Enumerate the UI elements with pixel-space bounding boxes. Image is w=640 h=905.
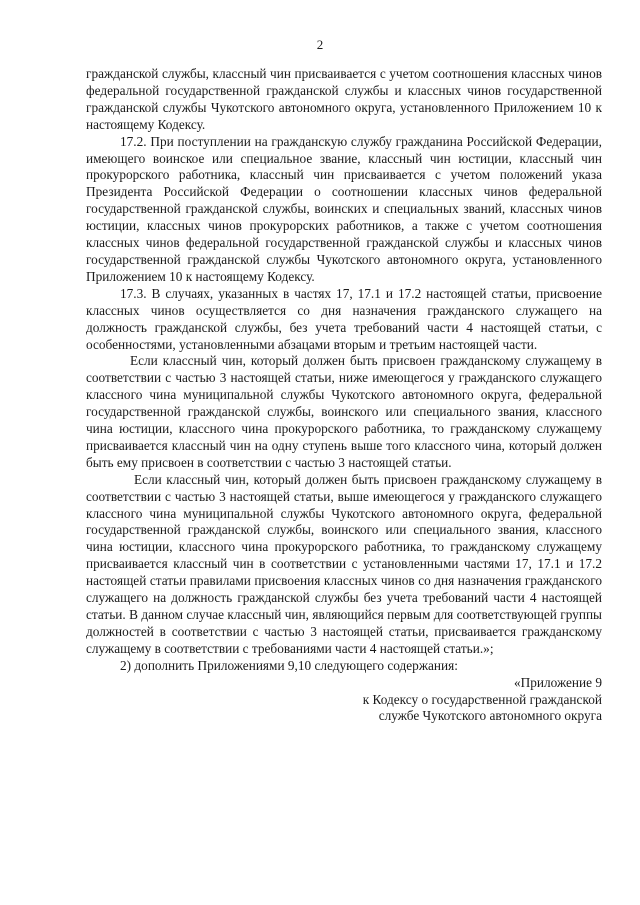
paragraph-higher-rank: Если классный чин, который должен быть присвоен гражданскому служащему в соответствии с частью 3 настоящей статьи, выше имеющегося у гражданского служащего классного чина муниципальной службы Чукотского автономного округа, федеральной государственной гражданской службы, воинского или специального звания, классного чина юстиции, классного чина прокурорского работника, то гражданскому служащему присваивается классный чин в соответствии с установленными частями 17, 17.1 и 17.2 настоящей статьи правилами присвоения классных чинов со дня назначения гражданского служащего на должность гражданской службы без учета требований части 4 настоящей статьи. В данном случае классный чин, являющийся первым для соответствующей группы должностей в соответствии с частью 3 настоящей статьи, присваивается гражданскому служащему в соответствии с требованиями части 4 настоящей статьи.»; <box>86 471 602 656</box>
paragraph-amendment-2: 2) дополнить Приложениями 9,10 следующего содержания: <box>120 657 458 673</box>
page-number: 2 <box>316 37 324 52</box>
appendix-heading <box>86 675 602 726</box>
paragraph-continuation: гражданской службы, классный чин присваивается с учетом соотношения классных чинов федеральной государственной гражданской службы и классных чинов государственной гражданской службы Чукотского автономного округа, установленного Приложением 10 к настоящему Кодексу. <box>86 66 602 132</box>
paragraph-lower-rank: Если классный чин, который должен быть присвоен гражданскому служащему в соответствии с частью 3 настоящей статьи, ниже имеющегося у гражданского служащего классного чина муниципальной службы Чукотского автономного округа, федеральной государственной гражданской службы, воинского или специального звания, классного чина юстиции, классного чина прокурорского работника, то гражданскому служащему присваивается классный чин на одну ступень выше того классного чина, который должен быть ему присвоен в соответствии с частью 3 настоящей статьи. <box>86 353 602 470</box>
appendix-subject: службе Чукотского автономного округа <box>378 708 602 724</box>
paragraph-17-2: 17.2. При поступлении на гражданскую службу гражданина Российской Федерации, имеющего воинское или специальное звание, классный чин юстиции, классный чин прокурорского работника, классный чин присваивается с учетом положений указа Президента Российской Федерации о соотношении классных чинов федеральной государственной гражданской службы, воинских и специальных званий, классных чинов юстиции, классных чинов прокурорских работников, а также с учетом соотношения классных чинов федеральной государственной гражданской службы и классных чинов государственной гражданской службы Чукотского автономного округа, установленного Приложением 10 к настоящему Кодексу. <box>86 133 602 284</box>
document-body <box>86 66 602 725</box>
appendix-title: «Приложение 9 <box>514 674 602 690</box>
paragraph-17-3: 17.3. В случаях, указанных в частях 17, 17.1 и 17.2 настоящей статьи, присвоение классных чинов осуществляется со дня назначения гражданского служащего на должность гражданской службы, без учета требований части 4 настоящей статьи, с особенностями, установленными абзацами вторым и третьим настоящей части. <box>86 285 602 352</box>
appendix-reference: к Кодексу о государственной гражданской <box>362 691 602 707</box>
